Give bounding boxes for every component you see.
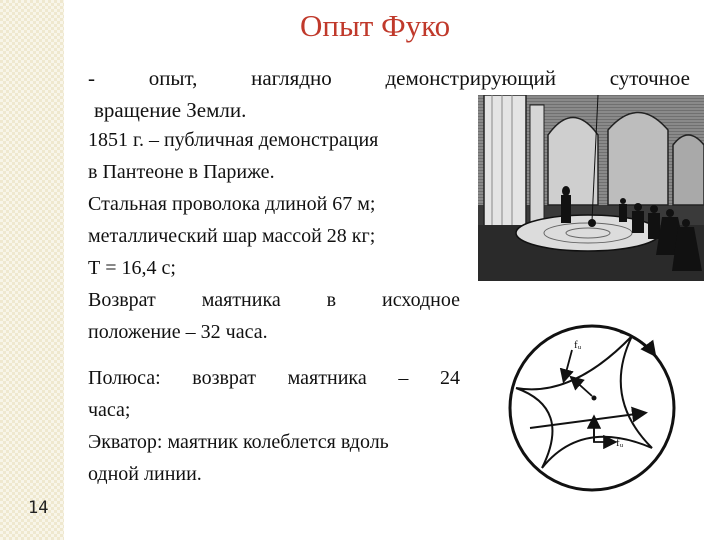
poles-line: часа; [88,399,131,421]
intro-line-2: вращение Земли. [94,98,247,122]
detail-line: Т = 16,4 с; [88,257,176,279]
poles-word: маятника [287,367,367,389]
intro-word: - [88,66,95,90]
force-label-bottom: fᵤ [616,437,624,449]
detail-line: 1851 г. – публичная демонстрация [88,129,379,151]
poles-line: одной линии. [88,463,202,485]
detail-line: в Пантеоне в Париже. [88,161,275,183]
intro-word: суточное [609,66,690,90]
detail-word: в [326,289,337,311]
detail-line: металлический шар массой 28 кг; [88,225,376,247]
poles-word: Полюса: [88,367,161,389]
detail-line: положение – 32 часа. [88,321,268,343]
poles-word: – [398,367,409,389]
force-arrow-top [564,350,572,380]
detail-line [88,284,460,316]
poles-line [88,362,460,394]
detail-word: Возврат [88,289,156,311]
poles-line: Экватор: маятник колеблется вдоль [88,431,389,453]
circle-outline [510,326,674,490]
force-label-top: fᵤ [574,339,582,351]
intro-word: опыт, [148,66,198,90]
decorative-side-strip [0,0,64,540]
trajectory-path [516,336,652,468]
detail-word: маятника [201,289,281,311]
pendulum-trajectory-diagram [502,318,682,498]
trajectory-arrow [572,378,592,396]
intro-word: наглядно [251,66,332,90]
poles-word: 24 [439,367,460,389]
intro-line-1 [88,62,690,94]
poles-word: возврат [192,367,257,389]
slide-title: Опыт Фуко [300,8,451,43]
intro-word: демонстрирующий [385,66,557,90]
pivot-point [592,396,597,401]
detail-line: Стальная проволока длиной 67 м; [88,193,376,215]
experiment-details [88,124,460,348]
poles-paragraph [88,362,460,490]
pantheon-engraving-image [478,95,704,281]
force-arrow-bottom [594,418,614,442]
detail-word: исходное [382,289,460,311]
slide-number: 14 [28,498,49,518]
trajectory-arrow [530,413,644,428]
